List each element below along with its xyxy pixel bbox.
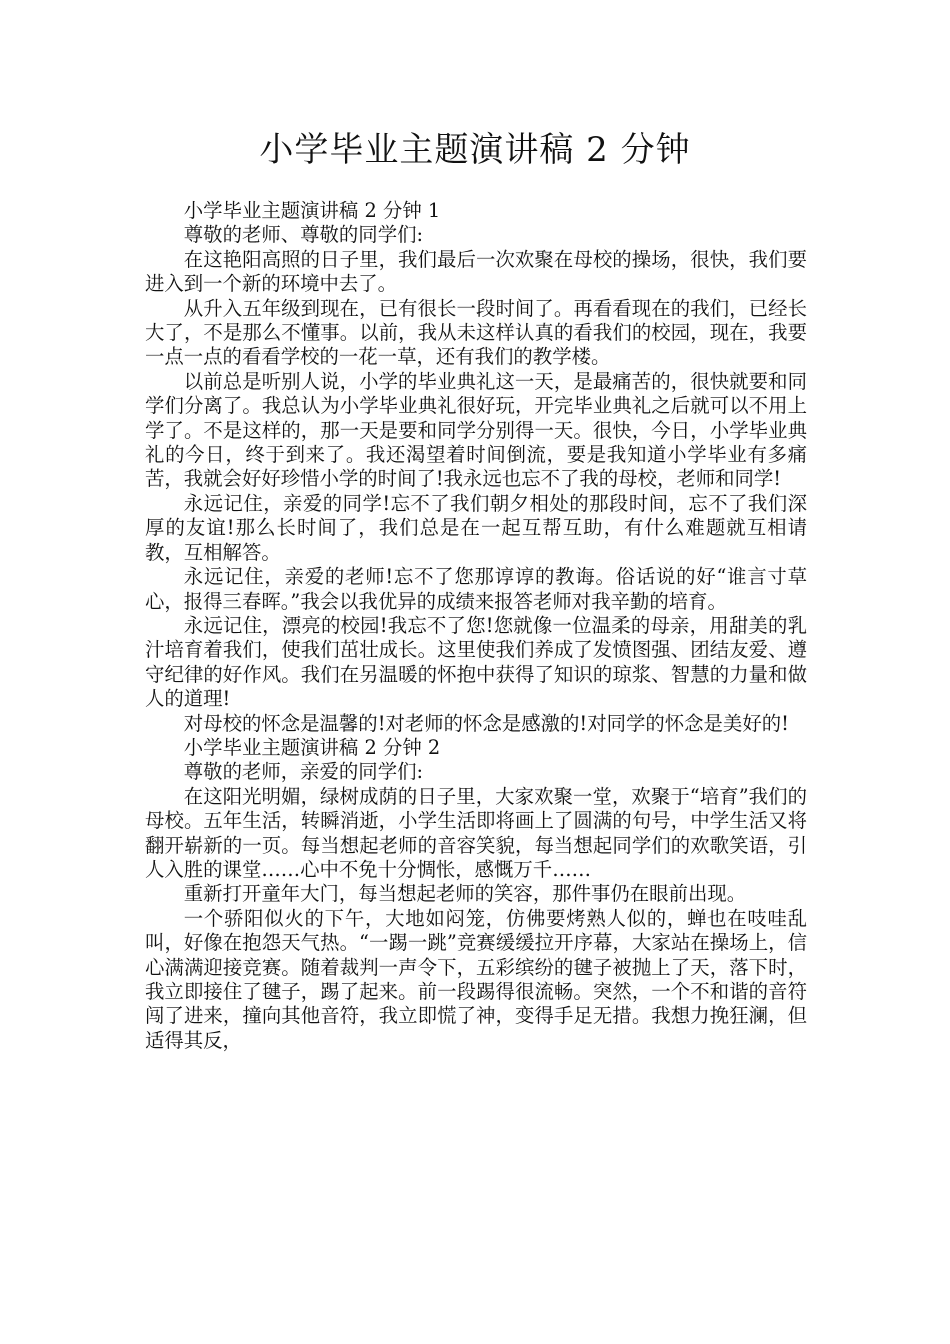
paragraph: 永远记住，亲爱的同学!忘不了我们朝夕相处的那段时间，忘不了我们深厚的友谊!那么长时间了，我们总是在一起互帮互助，有什么难题就互相请教，互相解答。 bbox=[145, 491, 807, 564]
paragraph: 永远记住，漂亮的校园!我忘不了您!您就像一位温柔的母亲，用甜美的乳汁培育着我们，使我们茁壮成长。这里使我们养成了发愤图强、团结友爱、遵守纪律的好作风。我们在另温暖的怀抱中获得了知识的琼浆、智慧的力量和做人的道理! bbox=[145, 613, 807, 711]
paragraph: 在这艳阳高照的日子里，我们最后一次欢聚在母校的操场，很快，我们要进入到一个新的环境中去了。 bbox=[145, 247, 807, 296]
paragraph: 一个骄阳似火的下午，大地如闷笼，仿佛要烤熟人似的，蝉也在吱哇乱叫，好像在抱怨天气热。“一踢一跳”竞赛缓缓拉开序幕，大家站在操场上，信心满满迎接竞赛。随着裁判一声令下，五彩缤纷的毽子被抛上了天，落下时，我立即接住了毽子，踢了起来。前一段踢得很流畅。突然，一个不和谐的音符闯了进来，撞向其他音符，我立即慌了神，变得手足无措。我想力挽狂澜，但适得其反， bbox=[145, 906, 807, 1052]
paragraph: 在这阳光明媚，绿树成荫的日子里，大家欢聚一堂，欢聚于“培育”我们的母校。五年生活，转瞬消逝，小学生活即将画上了圆满的句号，中学生活又将翻开崭新的一页。每当想起老师的音容笑貌，每当想起同学们的欢歌笑语，引人入胜的课堂……心中不免十分惆怅，感慨万千…… bbox=[145, 784, 807, 881]
paragraph: 永远记住，亲爱的老师!忘不了您那谆谆的教诲。俗话说的好“谁言寸草心，报得三春晖。”我会以我优异的成绩来报答老师对我辛勤的培育。 bbox=[145, 565, 807, 613]
paragraph: 以前总是听别人说，小学的毕业典礼这一天，是最痛苦的，很快就要和同学们分离了。我总认为小学毕业典礼很好玩，开完毕业典礼之后就可以不用上学了。不是这样的，那一天是要和同学分别得一天。很快，今日，小学毕业典礼的今日，终于到来了。我还渴望着时间倒流，要是我知道小学毕业有多痛苦，我就会好好珍惜小学的时间了!我永远也忘不了我的母校，老师和同学! bbox=[145, 369, 807, 491]
paragraph: 对母校的怀念是温馨的!对老师的怀念是感激的!对同学的怀念是美好的! bbox=[183, 711, 789, 735]
paragraph: 重新打开童年大门，每当想起老师的笑容，那件事仍在眼前出现。 bbox=[183, 882, 747, 906]
section-heading-1: 小学毕业主题演讲稿 2 分钟 1 bbox=[183, 199, 441, 222]
salutation-1: 尊敬的老师、尊敬的同学们: bbox=[183, 223, 424, 247]
section-heading-2: 小学毕业主题演讲稿 2 分钟 2 bbox=[183, 735, 441, 759]
document-title: 小学毕业主题演讲稿 2 分钟 bbox=[259, 130, 691, 170]
salutation-2: 尊敬的老师，亲爱的同学们: bbox=[183, 760, 424, 784]
document-body bbox=[145, 199, 807, 1053]
paragraph: 从升入五年级到现在，已有很长一段时间了。再看看现在的我们，已经长大了，不是那么不懂事。以前，我从未这样认真的看我们的校园，现在，我要一点一点的看看学校的一花一草，还有我们的教学楼。 bbox=[145, 296, 807, 369]
